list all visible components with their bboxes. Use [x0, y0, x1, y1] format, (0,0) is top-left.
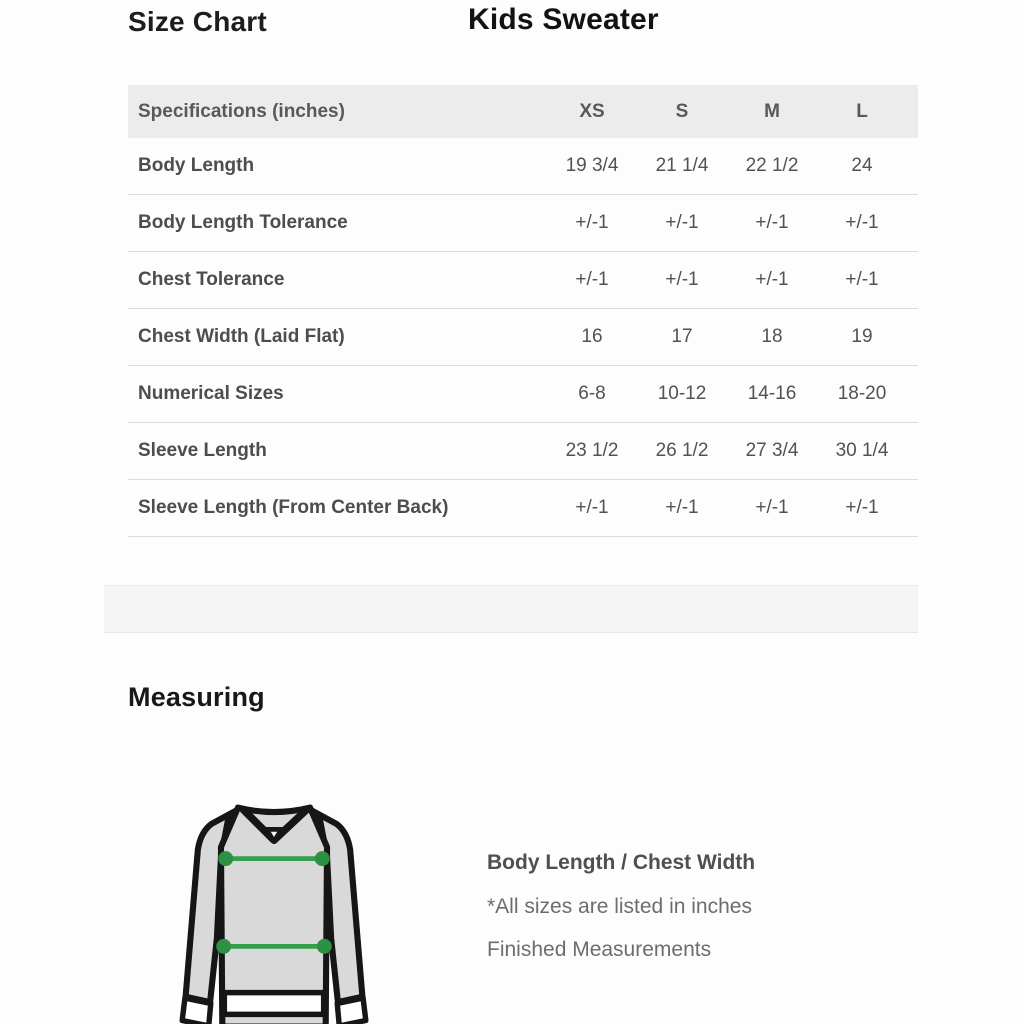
sweater-right-cuff [337, 998, 366, 1024]
table-header-size-l: L [856, 100, 868, 122]
measure-dot [216, 939, 231, 954]
spec-value: 6-8 [578, 383, 606, 404]
table-row [128, 252, 918, 309]
spec-value: +/-1 [575, 269, 609, 290]
section-divider [104, 585, 918, 633]
diagram-label: Body Length / Chest Width [487, 851, 756, 874]
table-row [128, 366, 918, 423]
spec-label: Body Length [138, 155, 255, 176]
table-header-label: Specifications (inches) [138, 100, 345, 122]
spec-label: Sleeve Length [138, 440, 267, 461]
spec-value: 17 [671, 326, 693, 347]
spec-value: +/-1 [665, 212, 699, 233]
note-finished-measurements: Finished Measurements [487, 938, 712, 961]
spec-value: +/-1 [845, 212, 879, 233]
table-header-size-m: M [764, 100, 780, 122]
spec-value: 19 [851, 326, 873, 347]
spec-value: 10-12 [657, 383, 707, 404]
sweater-hem-band [224, 993, 323, 1015]
spec-value: 18-20 [837, 383, 887, 404]
spec-value: +/-1 [845, 269, 879, 290]
spec-label: Sleeve Length (From Center Back) [138, 497, 449, 518]
spec-value: +/-1 [755, 269, 789, 290]
table-header-size-s: S [675, 100, 689, 122]
spec-value: 18 [761, 326, 783, 347]
note-all-sizes-inches: *All sizes are listed in inches [487, 895, 752, 918]
table-row [128, 138, 918, 195]
spec-value: +/-1 [575, 497, 609, 518]
spec-label: Body Length Tolerance [138, 212, 348, 233]
spec-value: 19 3/4 [565, 155, 619, 176]
spec-label: Numerical Sizes [138, 383, 284, 404]
spec-value: 22 1/2 [745, 155, 799, 176]
spec-value: 23 1/2 [565, 440, 619, 461]
measure-dot [218, 851, 233, 866]
measure-dot [317, 939, 332, 954]
spec-value: 26 1/2 [655, 440, 709, 461]
size-spec-table [128, 85, 918, 537]
table-header-size-xs: XS [579, 100, 605, 122]
spec-value: 21 1/4 [655, 155, 709, 176]
product-title: Kids Sweater [468, 3, 659, 36]
table-row [128, 423, 918, 480]
spec-value: 16 [581, 326, 603, 347]
measure-dot [315, 851, 330, 866]
table-row [128, 309, 918, 366]
spec-label: Chest Tolerance [138, 269, 285, 290]
spec-value: +/-1 [845, 497, 879, 518]
page-title: Size Chart [128, 6, 267, 37]
spec-value: +/-1 [665, 269, 699, 290]
spec-value: 30 1/4 [835, 440, 889, 461]
measuring-section-title: Measuring [128, 682, 265, 712]
table-row [128, 195, 918, 252]
spec-value: 14-16 [747, 383, 797, 404]
spec-value: +/-1 [575, 212, 609, 233]
sweater-left-cuff [182, 998, 211, 1024]
spec-value: 24 [851, 155, 873, 176]
table-header-row [128, 85, 918, 138]
sweater-measure-diagram-icon [172, 795, 376, 1024]
table-row [128, 480, 918, 537]
spec-value: +/-1 [665, 497, 699, 518]
spec-value: 27 3/4 [745, 440, 799, 461]
spec-value: +/-1 [755, 497, 789, 518]
spec-value: +/-1 [755, 212, 789, 233]
spec-label: Chest Width (Laid Flat) [138, 326, 345, 347]
